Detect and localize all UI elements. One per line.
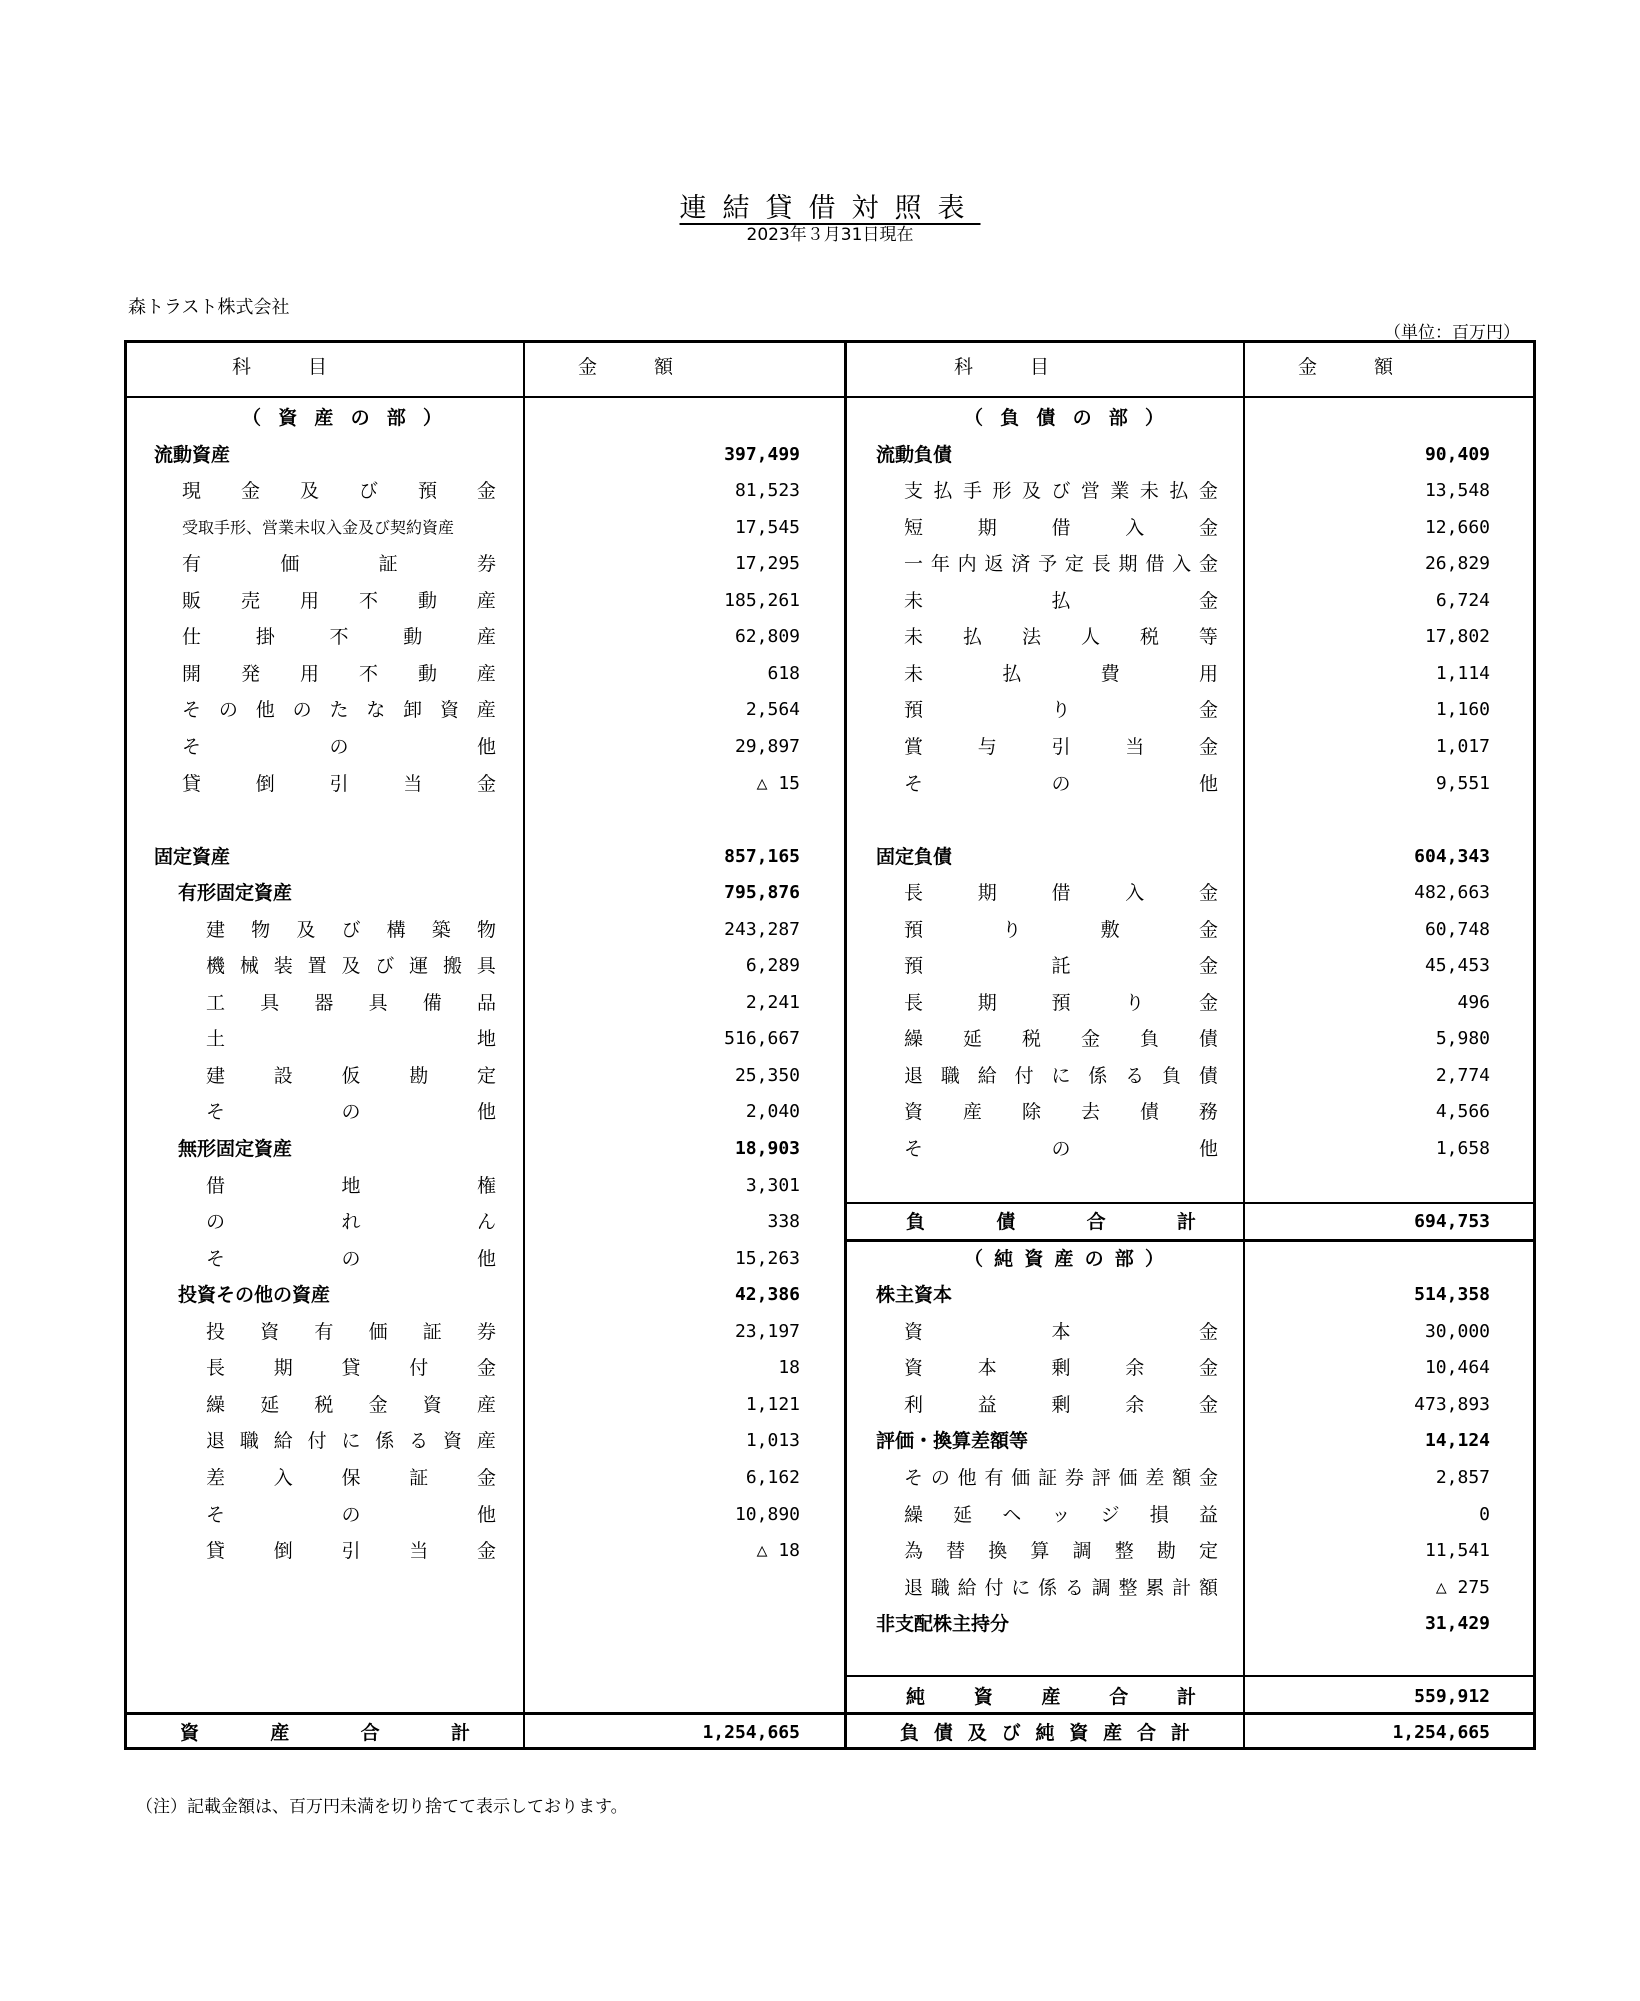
asset-item-label: 長 期 貸 付 金 xyxy=(206,1357,496,1380)
asset-item-label: 仕 掛 不 動 産 xyxy=(182,626,496,649)
asset-item-label: 借 地 権 xyxy=(206,1174,496,1197)
col-header-amount-right: 金 額 xyxy=(1298,356,1394,378)
asset-item-label: 差 入 保 証 金 xyxy=(206,1466,496,1489)
liability-item-label: 非支配株主持分 xyxy=(876,1613,1010,1636)
asset-item-amount: 6,289 xyxy=(745,955,800,977)
liability-item-amount: 514,358 xyxy=(1414,1284,1490,1306)
assets-total-label: 資 産 合 計 xyxy=(180,1722,470,1744)
divider-right-amount xyxy=(1243,340,1245,1750)
asset-item-amount: 2,040 xyxy=(745,1101,800,1123)
asset-item-label: 貸 倒 引 当 金 xyxy=(206,1540,496,1563)
asset-item-label: （ 資 産 の 部 ） xyxy=(242,407,442,429)
asset-item-amount: 17,295 xyxy=(734,553,800,575)
liability-item-amount: 1,017 xyxy=(1435,735,1490,757)
liability-item-label: 支 払 手 形 及 び 営 業 未 払 金 xyxy=(904,480,1218,503)
asset-item-amount: 397,499 xyxy=(724,443,800,465)
liability-item-label: 資 本 金 xyxy=(904,1320,1218,1343)
liability-item-amount: 604,343 xyxy=(1414,845,1490,867)
asset-item-amount: 81,523 xyxy=(734,480,800,502)
liability-item-amount: 2,774 xyxy=(1435,1064,1490,1086)
footnote: （注）記載金額は、百万円未満を切り捨てて表示しております。 xyxy=(136,1797,628,1817)
asset-item-label: 有形固定資産 xyxy=(178,882,293,905)
asset-item-label: 固定資産 xyxy=(154,845,231,868)
asset-item-label: 投資その他の資産 xyxy=(178,1284,331,1307)
liability-item-label: 退 職 給 付 に 係 る 調 整 累 計 額 xyxy=(904,1576,1218,1599)
asset-item-amount: 23,197 xyxy=(734,1320,800,1342)
liability-item-label: 繰 延 ヘ ッ ジ 損 益 xyxy=(904,1503,1218,1526)
liability-item-amount: 2,857 xyxy=(1435,1466,1490,1488)
asset-item-amount: 15,263 xyxy=(734,1247,800,1269)
asset-item-amount: 18 xyxy=(778,1357,800,1379)
asset-item-amount: 6,162 xyxy=(745,1466,800,1488)
liability-item-amount: 90,409 xyxy=(1424,443,1490,465)
asset-item-label: そ の 他 xyxy=(206,1247,496,1270)
asset-item-amount: 338 xyxy=(767,1211,800,1233)
liability-item-amount: 14,124 xyxy=(1424,1430,1490,1452)
liability-item-amount: △ 275 xyxy=(1435,1576,1490,1598)
asset-item-amount: 29,897 xyxy=(734,735,800,757)
liability-item-amount: 31,429 xyxy=(1424,1613,1490,1635)
col-header-amount-left: 金 額 xyxy=(578,356,674,378)
liability-item-amount: 60,748 xyxy=(1424,918,1490,940)
liability-item-label: 短 期 借 入 金 xyxy=(904,516,1218,539)
totals-rule xyxy=(124,1712,1536,1715)
liability-item-label: 流動負債 xyxy=(876,443,953,466)
liability-item-label: 株主資本 xyxy=(876,1284,953,1307)
liability-item-label: 資 本 剰 余 金 xyxy=(904,1357,1218,1380)
liability-item-amount: 0 xyxy=(1479,1503,1490,1525)
liability-item-amount: 45,453 xyxy=(1424,955,1490,977)
asset-item-label: そ の 他 xyxy=(182,735,496,758)
liability-item-amount: 17,802 xyxy=(1424,626,1490,648)
liability-item-label: 利 益 剰 余 金 xyxy=(904,1393,1218,1416)
col-header-item-right: 科 目 xyxy=(954,356,1050,378)
asset-item-label: 機 械 装 置 及 び 運 搬 具 xyxy=(206,955,496,978)
liability-item-amount: 482,663 xyxy=(1414,882,1490,904)
asset-item-amount: △ 15 xyxy=(756,772,800,794)
asset-item-label: 工 具 器 具 備 品 xyxy=(206,991,496,1014)
asset-item-label: 販 売 用 不 動 産 xyxy=(182,589,496,612)
liability-item-amount: 5,980 xyxy=(1435,1028,1490,1050)
asset-item-label: 無形固定資産 xyxy=(178,1138,293,1160)
liability-item-label: 資 産 除 去 債 務 xyxy=(904,1101,1218,1124)
asset-item-amount: 62,809 xyxy=(734,626,800,648)
liability-item-amount: 694,753 xyxy=(1414,1211,1490,1233)
liability-item-label: 固定負債 xyxy=(876,845,953,868)
liability-item-amount: 1,658 xyxy=(1435,1138,1490,1159)
liability-item-amount: 30,000 xyxy=(1424,1320,1490,1342)
liability-item-label: 預 り 金 xyxy=(904,699,1218,722)
liability-item-label: 長 期 借 入 金 xyxy=(904,882,1218,905)
liability-item-amount: 1,114 xyxy=(1435,662,1490,684)
liab-equity-total-amount: 1,254,665 xyxy=(1392,1722,1490,1743)
asset-item-label: 建 物 及 び 構 築 物 xyxy=(206,918,496,941)
liability-item-label: 繰 延 税 金 負 債 xyxy=(904,1028,1218,1051)
divider-left-amount xyxy=(523,340,525,1750)
asset-item-label: 有 価 証 券 xyxy=(182,553,496,576)
liability-item-amount: 10,464 xyxy=(1424,1357,1490,1379)
liability-item-label: 未 払 金 xyxy=(904,589,1218,612)
liability-item-label: そ の 他 有 価 証 券 評 価 差 額 金 xyxy=(904,1466,1218,1489)
liability-item-label: 為 替 換 算 調 整 勘 定 xyxy=(904,1540,1218,1563)
asset-item-amount: 857,165 xyxy=(724,845,800,867)
company-name: 森トラスト株式会社 xyxy=(128,297,290,318)
asset-item-amount: 3,301 xyxy=(745,1174,800,1196)
liability-item-amount: 496 xyxy=(1457,991,1490,1013)
liability-item-label: 負 債 合 計 xyxy=(906,1211,1196,1234)
liability-item-amount: 11,541 xyxy=(1424,1540,1490,1562)
liability-item-amount: 6,724 xyxy=(1435,589,1490,611)
asset-item-label: 退 職 給 付 に 係 る 資 産 xyxy=(206,1430,496,1453)
asset-item-amount: 516,667 xyxy=(724,1028,800,1050)
asset-item-amount: 42,386 xyxy=(734,1284,800,1306)
asset-item-label: 現 金 及 び 預 金 xyxy=(182,480,496,503)
liability-item-amount: 1,160 xyxy=(1435,699,1490,721)
liability-item-label: 未 払 法 人 税 等 xyxy=(904,626,1218,649)
liability-item-amount: 13,548 xyxy=(1424,480,1490,502)
col-header-item-left: 科 目 xyxy=(232,356,328,378)
liability-item-label: 一 年 内 返 済 予 定 長 期 借 入 金 xyxy=(904,553,1218,576)
liability-item-label: そ の 他 xyxy=(904,772,1218,795)
asset-item-amount: 618 xyxy=(767,662,800,684)
liability-item-label: 預 り 敷 金 xyxy=(904,918,1218,941)
header-rule xyxy=(124,396,1536,398)
document-title: 連結貸借対照表 xyxy=(679,193,981,224)
asset-item-label: 投 資 有 価 証 券 xyxy=(206,1320,496,1343)
liability-item-amount: 26,829 xyxy=(1424,553,1490,575)
asset-item-amount: 2,241 xyxy=(745,991,800,1013)
liability-item-label: 退 職 給 付 に 係 る 負 債 xyxy=(904,1064,1218,1087)
asset-item-label: 開 発 用 不 動 産 xyxy=(182,662,496,685)
asset-item-label: 繰 延 税 金 資 産 xyxy=(206,1393,496,1416)
asset-item-label: 受取手形、営業未収入金及び契約資産 xyxy=(182,517,455,537)
asset-item-amount: 25,350 xyxy=(734,1064,800,1086)
asset-item-amount: 10,890 xyxy=(734,1503,800,1525)
asset-item-label: そ の 他 xyxy=(206,1503,496,1526)
asset-item-amount: 795,876 xyxy=(724,882,800,904)
asset-item-amount: △ 18 xyxy=(756,1540,800,1562)
liability-item-label: 賞 与 引 当 金 xyxy=(904,735,1218,758)
asset-item-amount: 18,903 xyxy=(734,1138,800,1159)
asset-item-amount: 1,121 xyxy=(745,1393,800,1415)
divider-center xyxy=(844,340,847,1750)
asset-item-amount: 2,564 xyxy=(745,699,800,721)
liab-equity-total-label: 負 債 及 び 純 資 産 合 計 xyxy=(900,1722,1190,1744)
liability-item-amount: 559,912 xyxy=(1414,1686,1490,1708)
report-date: 2023年３月31日現在 xyxy=(746,225,914,245)
liability-item-label: 未 払 費 用 xyxy=(904,662,1218,685)
asset-item-label: の れ ん xyxy=(206,1211,496,1234)
assets-total-amount: 1,254,665 xyxy=(702,1722,800,1743)
liability-item-amount: 4,566 xyxy=(1435,1101,1490,1123)
asset-item-label: 土 地 xyxy=(206,1028,496,1051)
liability-item-label: 預 託 金 xyxy=(904,955,1218,978)
liability-item-amount: 473,893 xyxy=(1414,1393,1490,1415)
rule-equity-total-top xyxy=(844,1675,1536,1677)
asset-item-label: そ の 他 xyxy=(206,1101,496,1124)
asset-item-amount: 185,261 xyxy=(724,589,800,611)
asset-item-amount: 17,545 xyxy=(734,516,800,538)
asset-item-label: そ の 他 の た な 卸 資 産 xyxy=(182,699,496,722)
liability-item-amount: 12,660 xyxy=(1424,516,1490,538)
asset-item-label: 流動資産 xyxy=(154,443,231,466)
asset-item-amount: 243,287 xyxy=(724,918,800,940)
liability-item-label: 長 期 預 り 金 xyxy=(904,991,1218,1014)
liability-item-label: （ 純 資 産 の 部 ） xyxy=(964,1247,1164,1270)
liability-item-label: そ の 他 xyxy=(904,1138,1218,1160)
liability-item-amount: 9,551 xyxy=(1435,772,1490,794)
liability-item-label: 評価・換算差額等 xyxy=(876,1430,1029,1453)
asset-item-label: 貸 倒 引 当 金 xyxy=(182,772,496,795)
unit-label: （単位：百万円） xyxy=(1384,323,1520,343)
liability-item-label: 純 資 産 合 計 xyxy=(906,1686,1196,1709)
asset-item-amount: 1,013 xyxy=(745,1430,800,1452)
liability-item-label: （ 負 債 の 部 ） xyxy=(964,407,1164,429)
asset-item-label: 建 設 仮 勘 定 xyxy=(206,1064,496,1087)
